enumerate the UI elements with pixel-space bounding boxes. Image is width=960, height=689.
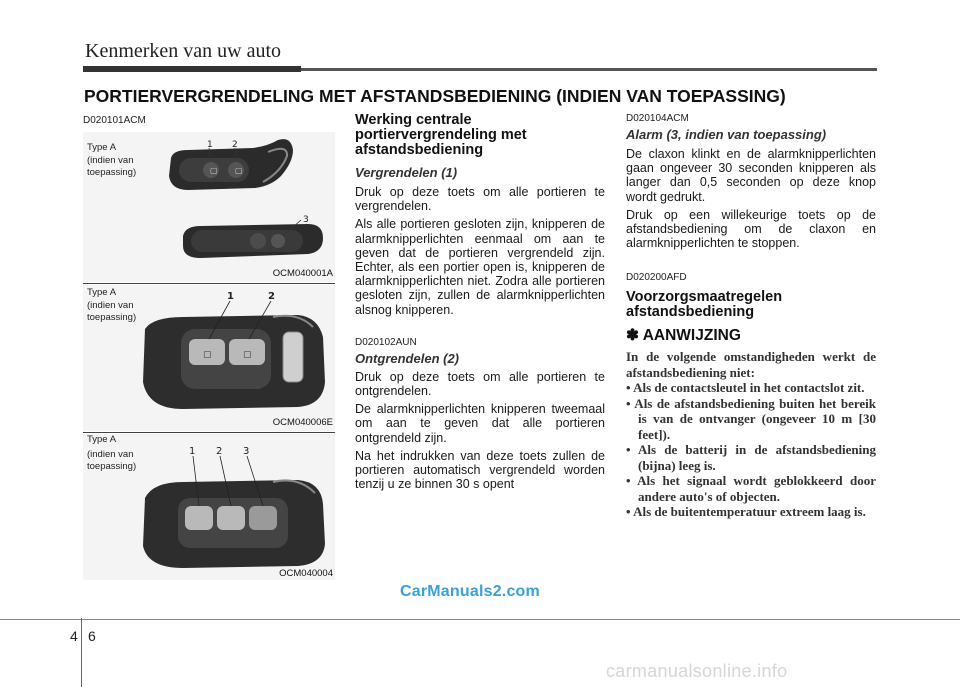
smart-key-2btn-illustration [123, 287, 333, 417]
middle-p1: Druk op deze toets om alle portieren te vergrendelen. [355, 185, 605, 214]
fig2-btn2: 2 [268, 291, 275, 302]
figure-1-note1: (indien van [87, 155, 134, 166]
section-title: PORTIERVERGRENDELING MET AFSTANDSBEDIENING (INDIEN VAN TOEPASSING) [84, 86, 786, 106]
fig1-btn3: 3 [303, 215, 309, 225]
note-intro: In de volgende omstandigheden werkt de afstandsbediening niet: [626, 349, 876, 380]
right-code1: D020104ACM [626, 113, 689, 124]
note-bullet: • Als het signaal wordt geblokkeerd door andere auto's of objecten. [626, 473, 876, 504]
figure-2-type: Type A [87, 287, 117, 298]
middle-sub-unlock: Ontgrendelen (2) [355, 350, 460, 366]
svg-text:▢: ▢ [210, 166, 218, 175]
page-number-divider [81, 618, 82, 687]
fig2-btn1: 1 [227, 291, 234, 302]
right-column [626, 113, 876, 520]
right-sub-alarm: Alarm (3, indien van toepassing) [626, 127, 827, 142]
figure-separator [83, 283, 335, 284]
figure-2-note2: toepassing) [87, 312, 137, 323]
figure-separator [83, 432, 335, 433]
svg-text:▢: ▢ [203, 350, 212, 360]
middle-p3: Druk op deze toets om alle portieren te ontgrendelen. [355, 369, 605, 399]
figure-2-note1: (indien van [87, 300, 134, 311]
page-number-chapter: 4 [70, 628, 78, 644]
figure-3 [83, 434, 335, 580]
header-rule [301, 68, 877, 71]
middle-sub-lock: Vergrendelen (1) [355, 165, 458, 180]
watermark-carmanualsonline[interactable]: carmanualsonline.info [606, 661, 788, 681]
note-bullet: • Als de afstandsbediening buiten het bereik is van de ontvanger (ongeveer 10 m [30 feet]). [626, 395, 876, 442]
svg-text:▢: ▢ [235, 166, 243, 175]
note-title: ✽ AANWIJZING [626, 327, 741, 345]
fig3-btn1: 1 [189, 446, 196, 457]
middle-p4: De alarmknipperlichten knipperen tweemaal om aan te geven dat alle portieren ontgrendeld zijn. [355, 402, 605, 445]
figure-1-type: Type A [87, 142, 117, 153]
figure-2 [83, 285, 335, 431]
figure-1-code: OCM040001A [272, 268, 333, 279]
figure-1 [83, 132, 335, 282]
fig1-btn1: 1 [207, 140, 213, 150]
right-p1: De claxon klinkt en de alarmknipperlichten gaan ongeveer 30 seconden knipperen als langer dan 0,5 seconden op deze knop wordt gedrukt. [626, 147, 876, 204]
figure-3-code: OCM040004 [279, 568, 333, 579]
footer-rule [0, 619, 960, 620]
note-bullet: • Als de batterij in de afstandsbediening (bijna) leeg is. [626, 442, 876, 473]
right-p2: Druk op een willekeurige toets op de afstandsbediening om de claxon en alarmknipperlichten te stoppen. [626, 207, 876, 251]
fig3-btn2: 2 [216, 446, 223, 457]
figure-3-note2: toepassing) [87, 461, 137, 472]
svg-text:▢: ▢ [243, 350, 252, 360]
smart-key-3btn-illustration [123, 438, 333, 568]
right-code2: D020200AFD [626, 272, 687, 284]
fig1-btn2: 2 [232, 140, 238, 150]
middle-p5: Na het indrukken van deze toets zullen de portieren automatisch vergrendeld worden tenzij u ze binnen 30 s opent [355, 448, 605, 492]
middle-code2: D020102AUN [355, 336, 417, 348]
figure-1-note2: toepassing) [87, 167, 137, 178]
figure-3-type: Type A [87, 434, 117, 445]
middle-heading: Werking centrale portiervergrendeling met afstandsbediening [355, 112, 527, 158]
right-heading2: Voorzorgsmaatregelen afstandsbediening [626, 289, 783, 321]
page-number: 6 [88, 628, 96, 644]
watermark-carmanuals[interactable]: CarManuals2.com [400, 583, 540, 600]
header-bar [83, 66, 301, 72]
middle-p2: Als alle portieren gesloten zijn, knipperen de alarmknipperlichten eenmaal om aan te geven dat de portieren vergrendeld zijn. Echter, als een portier open is, knipperen de alarmknipperlichten niet. Zodra alle portieren gesloten zijn, zullen de alarmknipperlichten alsnog knipperen. [355, 217, 605, 317]
flip-key-illustration [143, 138, 333, 273]
note-bullet: • Als de contactsleutel in het contactslot zit. [626, 380, 865, 396]
fig3-btn3: 3 [243, 446, 250, 457]
middle-column [355, 113, 605, 491]
left-code: D020101ACM [83, 115, 146, 126]
note-bullet: • Als de buitentemperatuur extreem laag is. [626, 504, 866, 520]
figure-2-code: OCM040006E [272, 417, 333, 428]
figure-3-note1: (indien van [87, 449, 134, 460]
header-title: Kenmerken van uw auto [85, 40, 282, 62]
